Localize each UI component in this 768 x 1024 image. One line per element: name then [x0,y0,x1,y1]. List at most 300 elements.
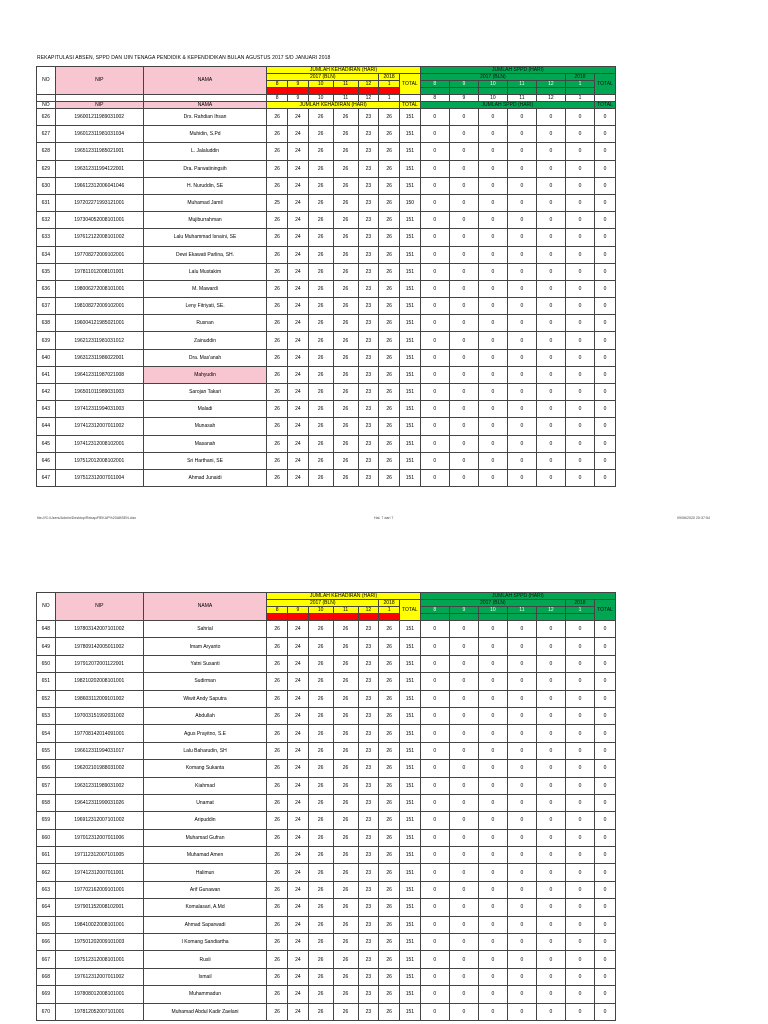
sppd-value: 0 [565,847,594,864]
row-name: Leny Fitriyati, SE. [143,298,266,315]
month-cell: 8 [420,95,449,102]
sppd-value: 0 [449,864,478,881]
header-year-2018: 2018 [379,74,400,81]
sppd-value: 0 [507,673,536,690]
month-cell: 10 [308,95,333,102]
attendance-value: 26 [379,469,400,486]
row-nip: 197112312007101005 [55,847,143,864]
attendance-value: 26 [379,881,400,898]
row-name: Agus Prayitno, S.E [143,725,266,742]
table-row [37,229,616,246]
month-cell: 11 [507,607,536,614]
sppd-value: 0 [507,829,536,846]
row-number: 661 [37,847,56,864]
attendance-value: 24 [287,177,308,194]
sppd-value: 0 [449,777,478,794]
attendance-value: 26 [267,469,288,486]
sppd-total: 0 [594,725,615,742]
attendance-value: 23 [358,280,379,297]
attendance-value: 26 [308,194,333,211]
sppd-value: 0 [536,126,565,143]
sppd-value: 0 [449,229,478,246]
attendance-value: 26 [379,934,400,951]
sppd-value: 0 [449,246,478,263]
table-row [37,760,616,777]
row-nip: 198410022008101001 [55,916,143,933]
sppd-value: 0 [420,177,449,194]
sppd-value: 0 [536,673,565,690]
row-number: 641 [37,366,56,383]
attendance-value: 24 [287,934,308,951]
sppd-value: 0 [565,951,594,968]
month-cell: 11 [507,95,536,102]
attendance-value: 26 [267,986,288,1003]
sppd-value: 0 [565,418,594,435]
attendance-value: 26 [333,707,358,724]
sppd-value: 0 [507,742,536,759]
row-nip: 197811012008101001 [55,263,143,280]
attendance-value: 26 [379,452,400,469]
attendance-value: 26 [267,143,288,160]
sppd-value: 0 [565,212,594,229]
header-no: NO [37,67,56,95]
sppd-value: 0 [449,725,478,742]
sppd-value: 0 [507,212,536,229]
red-band-cell [358,614,379,621]
sppd-value: 0 [420,881,449,898]
attendance-value: 24 [287,263,308,280]
attendance-value: 26 [267,673,288,690]
attendance-value: 26 [333,968,358,985]
month-cell: 12 [536,81,565,88]
title-text: REKAPITULASI ABSEN, SPPD DAN IJIN TENAGA PENDIDIK & KEPENDIDIKAN BULAN AGUSTUS 2017 S/D JANUARI 2018 [37,55,331,61]
attendance-value: 26 [267,812,288,829]
month-cell: 1 [565,81,594,88]
table-row [37,725,616,742]
attendance-value: 26 [267,1003,288,1020]
attendance-value: 26 [308,951,333,968]
month-cell: 9 [449,81,478,88]
red-band-cell [308,88,333,95]
month-cell: 1 [565,607,594,614]
header-year-2017-sppd: 2017 (BLN) [420,74,565,81]
sppd-value: 0 [565,469,594,486]
attendance-value: 23 [358,934,379,951]
table-body-page-2 [37,621,616,1021]
sppd-value: 0 [420,794,449,811]
sppd-value: 0 [478,725,507,742]
red-band-cell [287,88,308,95]
attendance-value: 23 [358,452,379,469]
row-nip: 197803142007101002 [55,621,143,638]
sppd-value: 0 [420,126,449,143]
sppd-value: 0 [536,916,565,933]
attendance-value: 26 [333,126,358,143]
attendance-value: 26 [333,229,358,246]
attendance-value: 26 [379,263,400,280]
attendance-value: 23 [358,864,379,881]
blank-cell [37,95,56,102]
attendance-value: 23 [358,246,379,263]
row-number: 649 [37,638,56,655]
attendance-value: 26 [267,621,288,638]
sppd-value: 0 [478,263,507,280]
sppd-value: 0 [420,349,449,366]
attendance-value: 26 [308,177,333,194]
sppd-value: 0 [536,986,565,1003]
row-name: Ismail [143,968,266,985]
table-row [37,298,616,315]
sppd-value: 0 [449,143,478,160]
sppd-value: 0 [536,263,565,280]
sppd-value: 0 [507,435,536,452]
month-cell: 12 [358,81,379,88]
header-kehadiran: JUMLAH KEHADIRAN (HARI) [267,67,421,74]
attendance-value: 26 [379,655,400,672]
sppd-value: 0 [507,263,536,280]
month-cell: 10 [308,607,333,614]
table-row [37,246,616,263]
attendance-value: 23 [358,332,379,349]
attendance-total: 151 [399,1003,420,1020]
table-row [37,177,616,194]
sppd-total: 0 [594,435,615,452]
attendance-total: 151 [399,934,420,951]
row-nip: 197003151992031002 [55,707,143,724]
header-nip: NIP [55,67,143,95]
attendance-value: 26 [267,384,288,401]
table-row [37,707,616,724]
attendance-value: 24 [287,777,308,794]
sppd-total: 0 [594,263,615,280]
attendance-value: 26 [308,126,333,143]
attendance-value: 26 [267,263,288,280]
row-number: 631 [37,194,56,211]
sppd-value: 0 [565,968,594,985]
row-name: Maladi [143,401,266,418]
sppd-value: 0 [565,298,594,315]
row-nip: 197901152008102001 [55,899,143,916]
sppd-value: 0 [478,673,507,690]
sppd-value: 0 [536,1003,565,1020]
sppd-value: 0 [478,881,507,898]
attendance-value: 26 [379,349,400,366]
attendance-value: 24 [287,143,308,160]
sppd-value: 0 [565,160,594,177]
row-nip: 197702162009101001 [55,881,143,898]
sppd-total: 0 [594,212,615,229]
sppd-value: 0 [565,315,594,332]
sppd-total: 0 [594,812,615,829]
attendance-value: 26 [333,673,358,690]
attendance-value: 26 [379,280,400,297]
row-nip: 196312311986022001 [55,349,143,366]
table-row [37,812,616,829]
sppd-value: 0 [478,452,507,469]
attendance-value: 23 [358,160,379,177]
header-sppd-repeat: JUMLAH SPPD (HARI) [420,102,594,109]
attendance-value: 26 [379,1003,400,1020]
sppd-total: 0 [594,280,615,297]
row-nip: 197202271993121001 [55,194,143,211]
row-number: 633 [37,229,56,246]
attendance-value: 26 [333,1003,358,1020]
table-header [37,593,616,621]
attendance-value: 26 [267,934,288,951]
month-cell: 11 [333,95,358,102]
row-name: Muhamad Jamil [143,194,266,211]
month-cell: 12 [358,95,379,102]
sppd-value: 0 [420,315,449,332]
attendance-value: 26 [267,212,288,229]
sppd-value: 0 [478,126,507,143]
sppd-value: 0 [478,916,507,933]
attendance-value: 26 [333,177,358,194]
attendance-value: 23 [358,881,379,898]
red-band-cell [267,88,288,95]
table-row [37,847,616,864]
month-cell: 9 [287,95,308,102]
attendance-value: 26 [333,951,358,968]
header-nip: NIP [55,593,143,621]
attendance-value: 23 [358,298,379,315]
row-number: 653 [37,707,56,724]
attendance-value: 26 [333,452,358,469]
sppd-value: 0 [420,194,449,211]
sppd-value: 0 [478,418,507,435]
row-nip: 197612122008101002 [55,229,143,246]
attendance-value: 26 [308,777,333,794]
sppd-value: 0 [536,401,565,418]
header-sppd: JUMLAH SPPD (HARI) [420,593,615,600]
sppd-value: 0 [478,298,507,315]
table-row [37,126,616,143]
green-band-cell [449,614,478,621]
attendance-value: 26 [308,847,333,864]
attendance-value: 24 [287,109,308,126]
attendance-value: 26 [267,690,288,707]
row-nip: 198006272008101001 [55,280,143,297]
sppd-total: 0 [594,194,615,211]
table-row [37,673,616,690]
attendance-value: 23 [358,986,379,1003]
attendance-total: 151 [399,315,420,332]
row-number: 670 [37,1003,56,1020]
sppd-value: 0 [536,194,565,211]
row-nip: 197501202009101003 [55,934,143,951]
month-cell: 8 [420,607,449,614]
attendance-value: 26 [308,109,333,126]
table-row [37,263,616,280]
sppd-value: 0 [420,401,449,418]
sppd-value: 0 [449,160,478,177]
row-number: 651 [37,673,56,690]
row-number: 656 [37,760,56,777]
sppd-value: 0 [536,777,565,794]
sppd-value: 0 [478,1003,507,1020]
sppd-value: 0 [449,349,478,366]
attendance-value: 26 [308,229,333,246]
sppd-value: 0 [507,847,536,864]
attendance-value: 26 [308,452,333,469]
sppd-total: 0 [594,899,615,916]
red-band-cell [379,88,400,95]
row-nip: 196912312007101002 [55,812,143,829]
attendance-value: 23 [358,916,379,933]
attendance-total: 151 [399,177,420,194]
attendance-value: 23 [358,194,379,211]
attendance-total: 151 [399,418,420,435]
attendance-value: 26 [379,777,400,794]
sppd-total: 0 [594,707,615,724]
sppd-value: 0 [420,725,449,742]
attendance-value: 23 [358,812,379,829]
sppd-value: 0 [478,212,507,229]
month-cell: 12 [358,607,379,614]
attendance-value: 23 [358,435,379,452]
table-row [37,794,616,811]
attendance-value: 26 [308,401,333,418]
header-kehadiran: JUMLAH KEHADIRAN (HARI) [267,593,421,600]
row-name: Lalu Mustakim [143,263,266,280]
attendance-value: 26 [308,760,333,777]
attendance-total: 151 [399,384,420,401]
sppd-value: 0 [449,951,478,968]
table-row [37,690,616,707]
sppd-value: 0 [536,469,565,486]
header-year-2018-sppd: 2018 [565,74,594,81]
green-band-cell [449,88,478,95]
attendance-value: 26 [379,794,400,811]
row-name: Aripuddin [143,812,266,829]
sppd-value: 0 [449,384,478,401]
attendance-value: 26 [308,418,333,435]
sppd-total: 0 [594,916,615,933]
attendance-value: 26 [308,1003,333,1020]
attendance-value: 26 [308,212,333,229]
attendance-value: 26 [333,899,358,916]
sppd-value: 0 [536,725,565,742]
sppd-value: 0 [478,332,507,349]
attendance-value: 24 [287,160,308,177]
attendance-value: 26 [308,899,333,916]
sppd-value: 0 [478,707,507,724]
table-row [37,315,616,332]
header-year-2017: 2017 (BLN) [267,600,379,607]
sppd-value: 0 [449,794,478,811]
sppd-value: 0 [478,384,507,401]
attendance-value: 24 [287,881,308,898]
sppd-total: 0 [594,246,615,263]
sppd-value: 0 [536,707,565,724]
attendance-total: 151 [399,143,420,160]
sppd-value: 0 [478,742,507,759]
attendance-value: 26 [267,968,288,985]
month-cell: 1 [379,607,400,614]
sppd-value: 0 [420,621,449,638]
attendance-value: 24 [287,899,308,916]
green-band-cell [507,88,536,95]
attendance-value: 26 [308,881,333,898]
attendance-value: 26 [308,160,333,177]
attendance-value: 26 [267,638,288,655]
sppd-value: 0 [478,177,507,194]
attendance-value: 26 [379,986,400,1003]
attendance-value: 26 [308,673,333,690]
attendance-value: 26 [333,280,358,297]
sppd-total: 0 [594,384,615,401]
attendance-value: 26 [333,777,358,794]
sppd-value: 0 [449,469,478,486]
attendance-value: 26 [308,864,333,881]
sppd-value: 0 [507,794,536,811]
sppd-value: 0 [565,401,594,418]
sppd-value: 0 [449,621,478,638]
attendance-value: 26 [333,638,358,655]
table-row [37,194,616,211]
sppd-total: 0 [594,655,615,672]
attendance-total: 151 [399,847,420,864]
attendance-value: 23 [358,707,379,724]
attendance-value: 26 [267,418,288,435]
attendance-value: 24 [287,332,308,349]
month-cell: 9 [449,95,478,102]
sppd-total: 0 [594,968,615,985]
table-row [37,986,616,1003]
sppd-total: 0 [594,881,615,898]
sppd-value: 0 [449,916,478,933]
sppd-total: 0 [594,469,615,486]
table-row [37,638,616,655]
row-nip: 197708142014091001 [55,725,143,742]
row-name: Wiwit Andy Saputra [143,690,266,707]
attendance-value: 26 [308,707,333,724]
attendance-value: 26 [333,760,358,777]
sppd-value: 0 [507,194,536,211]
red-band-cell [358,88,379,95]
sppd-value: 0 [449,847,478,864]
row-nip: 197808012008101001 [55,986,143,1003]
attendance-value: 23 [358,673,379,690]
row-name: Sudirman [143,673,266,690]
sppd-value: 0 [420,742,449,759]
sppd-value: 0 [449,366,478,383]
attendance-value: 26 [308,469,333,486]
sppd-value: 0 [478,638,507,655]
sppd-value: 0 [536,418,565,435]
sppd-total: 0 [594,934,615,951]
sppd-value: 0 [478,899,507,916]
attendance-value: 23 [358,760,379,777]
header-year-2017: 2017 (BLN) [267,74,379,81]
attendance-value: 24 [287,847,308,864]
attendance-value: 26 [333,349,358,366]
sppd-value: 0 [478,435,507,452]
attendance-value: 26 [333,847,358,864]
attendance-value: 26 [308,384,333,401]
attendance-value: 26 [333,263,358,280]
attendance-value: 26 [379,384,400,401]
sppd-total: 0 [594,864,615,881]
header-nama: NAMA [143,593,266,621]
attendance-value: 24 [287,1003,308,1020]
blank-cell [143,95,266,102]
sppd-value: 0 [449,760,478,777]
attendance-value: 23 [358,725,379,742]
table-row [37,349,616,366]
sppd-value: 0 [449,673,478,690]
attendance-total: 151 [399,109,420,126]
